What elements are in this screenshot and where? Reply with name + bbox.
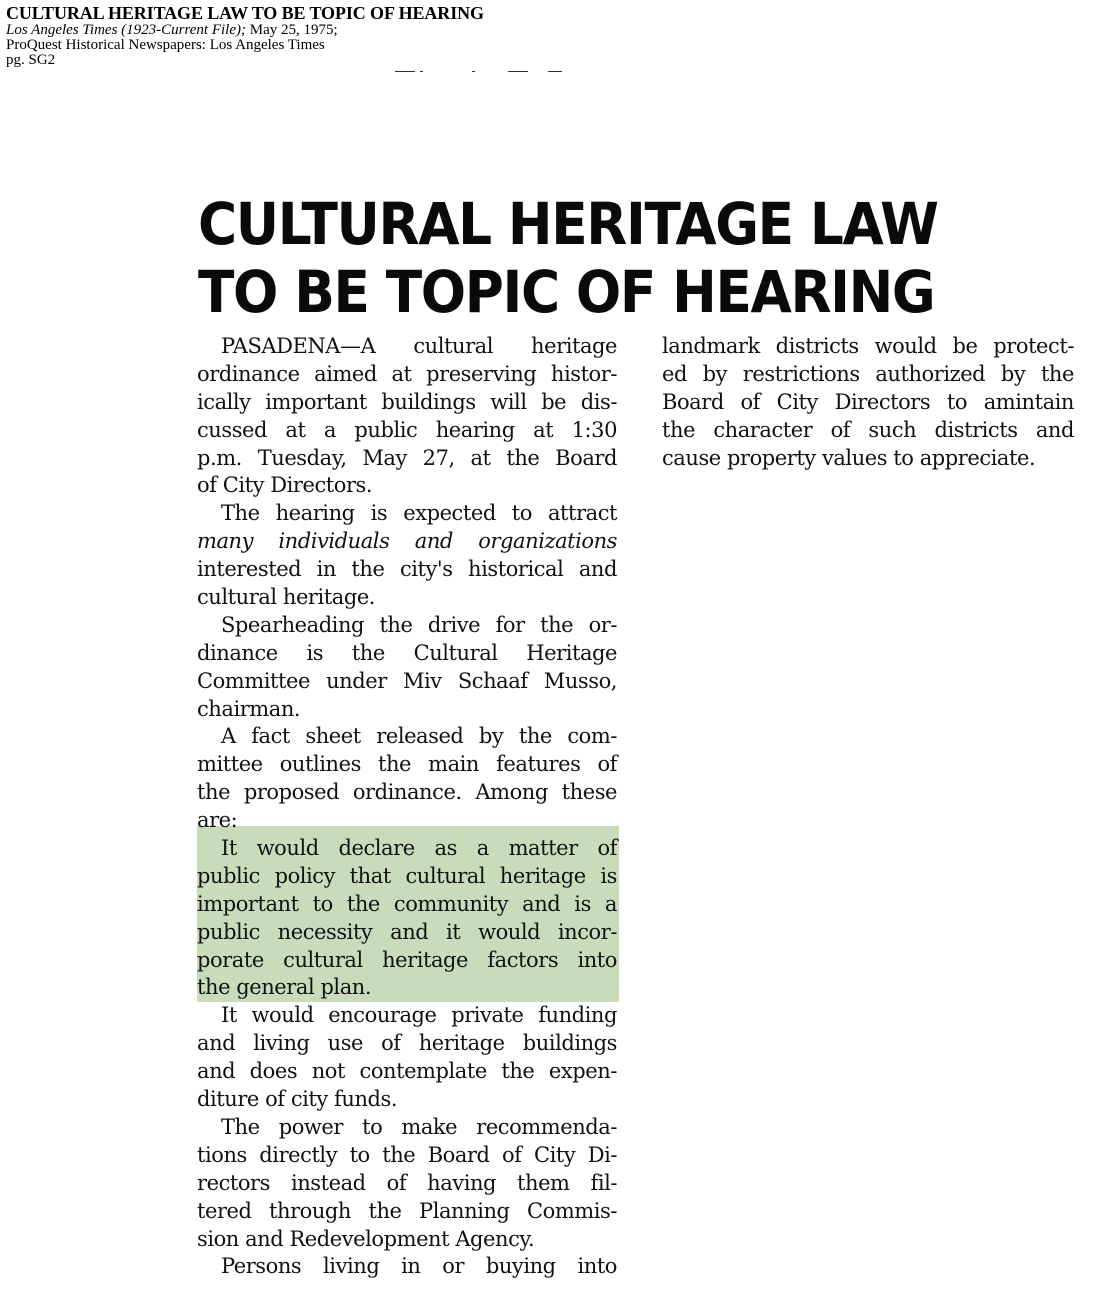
headline-line-1: CULTURAL HERITAGE LAW (198, 190, 938, 258)
text-line: the character of such districts and (662, 417, 1074, 442)
text-line: PASADENA—A cultural heritage (221, 334, 617, 358)
text-line: tions directly to the Board of City Di- (197, 1142, 617, 1167)
scan-mark (420, 71, 423, 72)
text-line: porate cultural heritage factors into (197, 947, 617, 972)
text-line: dinance is the Cultural Heritage (197, 640, 617, 665)
text-line: The hearing is expected to attract (221, 501, 617, 526)
text-line: public necessity and it would incor- (197, 919, 617, 944)
text-line: and does not contemplate the expen- (197, 1059, 617, 1084)
text-line: ically important buildings will be dis- (197, 389, 617, 414)
scan-mark (395, 71, 415, 72)
text-line: The power to make recommenda- (221, 1114, 617, 1139)
text-line: Spearheading the drive for the or- (221, 612, 617, 637)
citation-page: pg. SG2 (6, 52, 56, 68)
scan-mark (472, 71, 475, 72)
text-line: sion and Redevelopment Agency. (197, 1226, 535, 1251)
text-line: landmark districts would be protect- (662, 334, 1074, 358)
article-headline (198, 190, 952, 326)
citation-database: ProQuest Historical Newspapers: Los Angeles Times (6, 37, 325, 53)
text-line: Persons living in or buying into (221, 1254, 617, 1279)
text-line: diture of city funds. (197, 1087, 398, 1112)
text-line: interested in the city's historical and (197, 557, 617, 582)
text-line: are: (197, 808, 238, 833)
text-line: cussed at a public hearing at 1:30 (197, 417, 617, 442)
scan-mark (508, 71, 528, 72)
text-line: It would encourage private funding (221, 1003, 617, 1028)
text-line: many individuals and organizations (197, 529, 617, 554)
article-column-2 (662, 333, 1074, 472)
text-line: ordinance aimed at preserving histor- (197, 361, 617, 386)
text-line: ed by restrictions authorized by the (662, 361, 1074, 386)
text-line: mittee outlines the main features of (197, 752, 617, 777)
text-line: Board of City Directors to amintain (662, 389, 1074, 414)
text-line: Committee under Miv Schaaf Musso, (197, 668, 617, 693)
text-line: It would declare as a matter of (221, 836, 617, 861)
text-line: cause property values to appreciate. (662, 445, 1036, 470)
citation-source-name: Los Angeles Times (1923-Current File); (6, 22, 246, 38)
text-line: the general plan. (197, 975, 372, 1000)
text-line: public policy that cultural heritage is (197, 863, 617, 888)
citation-title: CULTURAL HERITAGE LAW TO BE TOPIC OF HEARING (6, 3, 484, 23)
article-column-1 (197, 333, 617, 1281)
text-line: p.m. Tuesday, May 27, at the Board (197, 445, 617, 470)
text-line: tered through the Planning Commis- (197, 1198, 617, 1223)
text-line: rectors instead of having them fil- (197, 1170, 617, 1195)
scan-mark (548, 71, 562, 72)
citation-header (6, 3, 484, 68)
text-line: chairman. (197, 696, 301, 721)
citation-date: May 25, 1975; (246, 22, 338, 38)
citation-source (6, 23, 484, 38)
text-line: A fact sheet released by the com- (221, 724, 617, 749)
text-line: cultural heritage. (197, 585, 376, 610)
headline-line-2: TO BE TOPIC OF HEARING (198, 258, 935, 326)
text-line: the proposed ordinance. Among these (197, 780, 617, 805)
text-line: important to the community and is a (197, 891, 617, 916)
text-line: and living use of heritage buildings (197, 1031, 617, 1056)
text-line: of City Directors. (197, 473, 373, 498)
